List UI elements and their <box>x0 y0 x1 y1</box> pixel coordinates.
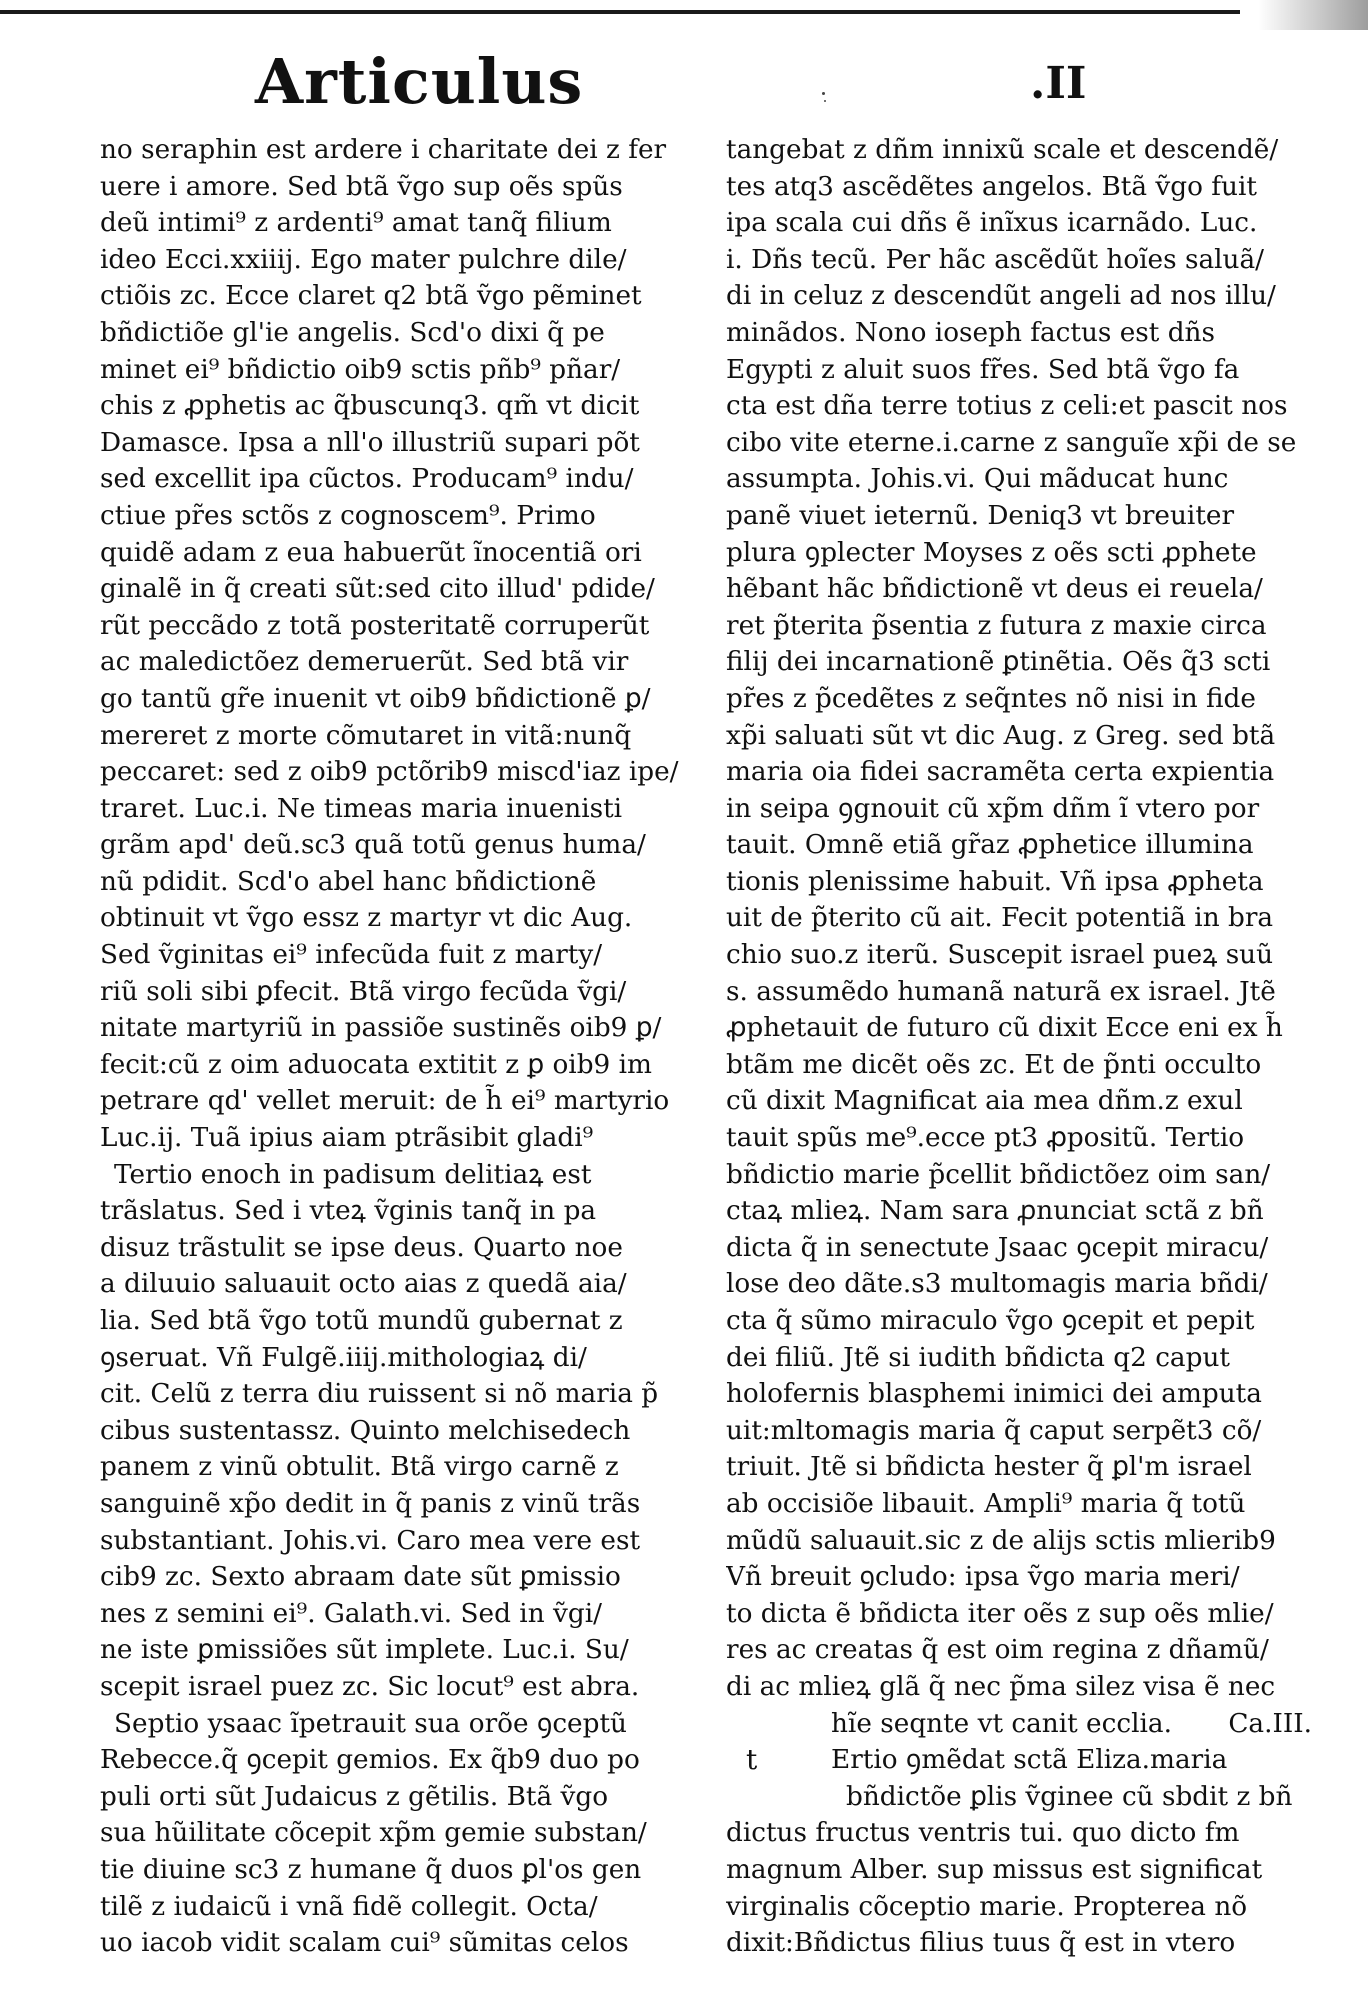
text-line: xp̃i saluati sũt vt dic Aug. z Greg. sed btã <box>726 720 1276 751</box>
text-line: plura ꝯplecter Moyses z oẽs scti ꝓphete <box>726 537 1257 568</box>
text-line: obtinuit vt ṽgo essz z martyr vt dic Aug. <box>100 903 633 934</box>
text-line: mũdũ saluauit.sic z de alijs sctis mlierib9 <box>726 1525 1276 1556</box>
text-line: peccaret: sed z oib9 pctõrib9 miscd'iaz ipe/ <box>100 757 679 788</box>
top-rule <box>0 10 1240 14</box>
text-line: res ac creatas q̃ est oim regina z dñamũ/ <box>726 1635 1269 1666</box>
text-line: bñdictiõe gl'ie angelis. Scd'o dixi q̃ pe <box>100 317 605 348</box>
text-line: quidẽ adam z eua habuerũt ĩnocentiã ori <box>100 537 642 568</box>
chapter-opening-line <box>726 1742 1326 1779</box>
text-line: holofernis blasphemi inimici dei amputa <box>726 1379 1262 1410</box>
text-line: uo iacob vidit scalam cui⁹ sũmitas celos <box>100 1928 629 1959</box>
text-line: magnum Alber. sup missus est significat <box>726 1854 1263 1885</box>
text-line: filij dei incarnationẽ ꝑtinẽtia. Oẽs q̃3 scti <box>726 647 1271 678</box>
text-line: cibo vite eterne.i.carne z sanguĩe xp̃i de se <box>726 427 1297 458</box>
text-line: go tantũ gr̃e inuenit vt oib9 bñdictionẽ ꝑ/ <box>100 683 651 714</box>
left-column <box>100 132 682 1962</box>
text-line: in seipa ꝯgnouit cũ xp̃m dñm ĩ vtero por <box>726 793 1260 824</box>
text-line: Septio ysaac ĩpetrauit sua orõe ꝯceptũ <box>114 1708 627 1739</box>
text-line: sed excellit ipa cũctos. Producam⁹ indu/ <box>100 464 634 495</box>
text-line: fecit:cũ z oim aduocata extitit z ꝑ oib9 im <box>100 1049 652 1080</box>
text-line: di in celuz z descendũt angeli ad nos illu/ <box>726 281 1276 312</box>
text-line: hẽbant hãc bñdictionẽ vt deus ei reuela/ <box>726 574 1263 605</box>
ink-speck <box>822 92 825 95</box>
text-line: lose deo dãte.s3 multomagis maria bñdi/ <box>726 1269 1268 1300</box>
text-line: assumpta. Johis.vi. Qui mãducat hunc <box>726 464 1229 495</box>
text-line: uere i amore. Sed btã ṽgo sup oẽs spũs <box>100 171 623 202</box>
text-line: minãdos. Nono ioseph factus est dñs <box>726 317 1215 348</box>
text-line: ctiue pr̃es sctõs z cognoscem⁹. Primo <box>100 500 596 531</box>
text-line: cta est dña terre totius z celi:et pascit nos <box>726 391 1288 422</box>
text-line: tauit. Omnẽ etiã gr̃az ꝓphetice illumina <box>726 830 1254 861</box>
text-line: panem z vinũ obtulit. Btã virgo carnẽ z <box>100 1452 619 1483</box>
text-line: Tertio enoch in padisum delitiaꝝ est <box>114 1159 592 1190</box>
text-line: bñdictõe ꝑlis ṽginee cũ sbdit z bñ <box>846 1781 1293 1812</box>
text-line: dicta q̃ in senectute Jsaac ꝯcepit miracu/ <box>726 1232 1269 1263</box>
text-line: minet ei⁹ bñdictio oib9 sctis pñb⁹ pñar/ <box>100 354 621 385</box>
text-line: dei filiũ. Jtẽ si iudith bñdicta q2 caput <box>726 1342 1230 1373</box>
text-line: scepit israel puez zc. Sic locut⁹ est abra. <box>100 1671 640 1702</box>
text-line: mereret z morte cõmutaret in vitã:nunq̃ <box>100 720 632 751</box>
text-line: panẽ viuet ieternũ. Deniq3 vt breuiter <box>726 500 1235 531</box>
text-line: tionis plenissime habuit. Vñ ipsa ꝓpheta <box>726 866 1264 897</box>
text-line: substantiant. Johis.vi. Caro mea vere est <box>100 1525 641 1556</box>
text-line: Damasce. Ipsa a nll'o illustriũ supari põt <box>100 427 640 458</box>
text-line: to dicta ẽ bñdicta iter oẽs z sup oẽs mlie/ <box>726 1598 1274 1629</box>
text-line: dictus fructus ventris tui. quo dicto fm <box>726 1818 1240 1849</box>
text-line: btãm me dicẽt oẽs zc. Et de p̃nti occulto <box>726 1049 1262 1080</box>
text-line: maria oia fidei sacramẽta certa expientia <box>726 757 1275 788</box>
running-head: Articulus <box>255 45 584 118</box>
text-line: ne iste ꝑmissiões sũt implete. Luc.i. Su/ <box>100 1635 629 1666</box>
text-line: Rebecce.q̃ ꝯcepit gemios. Ex q̃b9 duo po <box>100 1745 640 1776</box>
text-line: sanguinẽ xp̃o dedit in q̃ panis z vinũ trãs <box>100 1488 641 1519</box>
text-line: lia. Sed btã ṽgo totũ mundũ gubernat z <box>100 1306 623 1336</box>
text-line: virginalis cõceptio marie. Propterea nõ <box>726 1891 1248 1922</box>
text-line: ꝯseruat. Vñ Fulgẽ.iiij.mithologiaꝝ di/ <box>100 1342 587 1373</box>
text-line: Sed ṽginitas ei⁹ infecũda fuit z marty/ <box>100 940 603 971</box>
text-line: ctaꝝ mlieꝝ. Nam sara ꝓnunciat sctã z bñ <box>726 1196 1264 1227</box>
text-line: triuit. Jtẽ si bñdicta hester q̃ ꝑl'm israel <box>726 1452 1252 1483</box>
text-line: nitate martyriũ in passiõe sustinẽs oib9 ꝑ/ <box>100 1013 662 1044</box>
text-line: Egypti z aluit suos fr̃es. Sed btã ṽgo fa <box>726 354 1240 385</box>
text-line: tauit spũs me⁹.ecce pt3 ꝓpositũ. Tertio <box>726 1123 1245 1154</box>
text-line: bñdictio marie p̃cellit bñdictõez oim san/ <box>726 1159 1271 1190</box>
text-line: tie diuine sc3 z humane q̃ duos ꝑl'os gen <box>100 1854 642 1885</box>
text-line: pr̃es z p̃cedẽtes z seq̃ntes nõ nisi in fide <box>726 683 1256 714</box>
text-line: ipa scala cui dñs ẽ inĩxus icarnãdo. Luc. <box>726 208 1258 239</box>
text-line: uit de p̃terito cũ ait. Fecit potentiã in bra <box>726 903 1274 934</box>
text-line: ctiõis zc. Ecce claret q2 btã ṽgo pẽminet <box>100 281 642 312</box>
text-line: cta q̃ sũmo miraculo ṽgo ꝯcepit et pepit <box>726 1306 1255 1336</box>
chapter-label: Ca.III. <box>1228 1708 1312 1739</box>
ink-speck <box>824 100 826 102</box>
text-line: disuz trãstulit se ipse deus. Quarto noe <box>100 1232 623 1263</box>
text-line: riũ soli sibi ꝑfecit. Btã virgo fecũda ṽgi/ <box>100 976 627 1007</box>
text-line: Vñ breuit ꝯcludo: ipsa ṽgo maria meri/ <box>726 1562 1240 1593</box>
text-line: grãm apd' deũ.sc3 quã totũ genus huma/ <box>100 830 646 861</box>
text-line: no seraphin est ardere i charitate dei z fer <box>100 135 667 165</box>
text-line: rũt peccãdo z totã posteritatẽ corruperũt <box>100 610 650 641</box>
text-line: puli orti sũt Judaicus z gẽtilis. Btã ṽgo <box>100 1781 609 1812</box>
text-line: cũ dixit Magnificat aia mea dñm.z exul <box>726 1086 1243 1117</box>
text-line: cib9 zc. Sexto abraam date sũt ꝑmissio <box>100 1562 621 1593</box>
text-line: traret. Luc.i. Ne timeas maria inuenisti <box>100 793 623 824</box>
chapter-heading-line <box>726 1706 1326 1743</box>
text-line: cibus sustentassz. Quinto melchisedech <box>100 1415 631 1446</box>
text-line: nũ pdidit. Scd'o abel hanc bñdictionẽ <box>100 866 597 897</box>
text-line: sua hũilitate cõcepit xp̃m gemie substan/ <box>100 1818 647 1849</box>
text-line: di ac mlieꝝ glã q̃ nec p̃ma silez visa ẽ nec <box>726 1671 1276 1702</box>
text-line: Ertio ꝯmẽdat sctã Eliza.maria <box>831 1745 1228 1776</box>
text-line: s. assumẽdo humanã naturã ex israel. Jtẽ <box>726 976 1276 1007</box>
text-line: ideo Ecci.xxiiij. Ego mater pulchre dile/ <box>100 244 627 275</box>
text-line: ab occisiõe libauit. Ampli⁹ maria q̃ totũ <box>726 1488 1246 1519</box>
scan-edge <box>1258 0 1368 30</box>
text-line: trãslatus. Sed i vteꝝ ṽginis tanq̃ in pa <box>100 1196 597 1227</box>
text-line: hĩe seqnte vt canit ecclia. <box>831 1708 1172 1739</box>
chapter-initial: t <box>746 1743 758 1777</box>
text-line: Luc.ij. Tuã ipius aiam ptrãsibit gladi⁹ <box>100 1123 594 1154</box>
text-line: ginalẽ in q̃ creati sũt:sed cito illud' pdide/ <box>100 574 655 605</box>
text-line: deũ intimi⁹ z ardenti⁹ amat tanq̃ filium <box>100 208 612 239</box>
text-line: nes z semini ei⁹. Galath.vi. Sed in ṽgi/ <box>100 1598 602 1629</box>
text-line: tes atq3 ascẽdẽtes angelos. Btã ṽgo fuit <box>726 171 1257 202</box>
text-line: petrare qd' vellet meruit: de h̃ ei⁹ martyrio <box>100 1086 670 1117</box>
text-line: uit:mltomagis maria q̃ caput serpẽt3 cõ/ <box>726 1415 1262 1446</box>
text-line: cit. Celũ z terra diu ruissent si nõ maria p̃ <box>100 1379 659 1410</box>
text-line: chis z ꝓphetis ac q̃buscunq3. qm̃ vt dicit <box>100 391 640 422</box>
text-line: dixit:Bñdictus filius tuus q̃ est in vtero <box>726 1928 1236 1959</box>
text-line: chio suo.z iterũ. Suscepit israel pueꝝ suũ <box>726 940 1274 971</box>
text-line: tilẽ z iudaicũ i vnã fidẽ collegit. Octa/ <box>100 1891 598 1922</box>
right-column <box>726 132 1326 1962</box>
text-line: tangebat z dñm innixũ scale et descendẽ/ <box>726 135 1279 165</box>
text-line: ac maledictõez demeruerũt. Sed btã vir <box>100 647 629 678</box>
folio-number: .II <box>1030 58 1087 109</box>
text-line: i. Dñs tecũ. Per hãc ascẽdũt hoĩes saluã/ <box>726 244 1265 275</box>
text-line: ret p̃terita p̃sentia z futura z maxie circa <box>726 610 1267 641</box>
text-line: a diluuio saluauit octo aias z quedã aia/ <box>100 1269 627 1300</box>
text-line: ꝓphetauit de futuro cũ dixit Ecce eni ex h̃ <box>726 1013 1283 1044</box>
